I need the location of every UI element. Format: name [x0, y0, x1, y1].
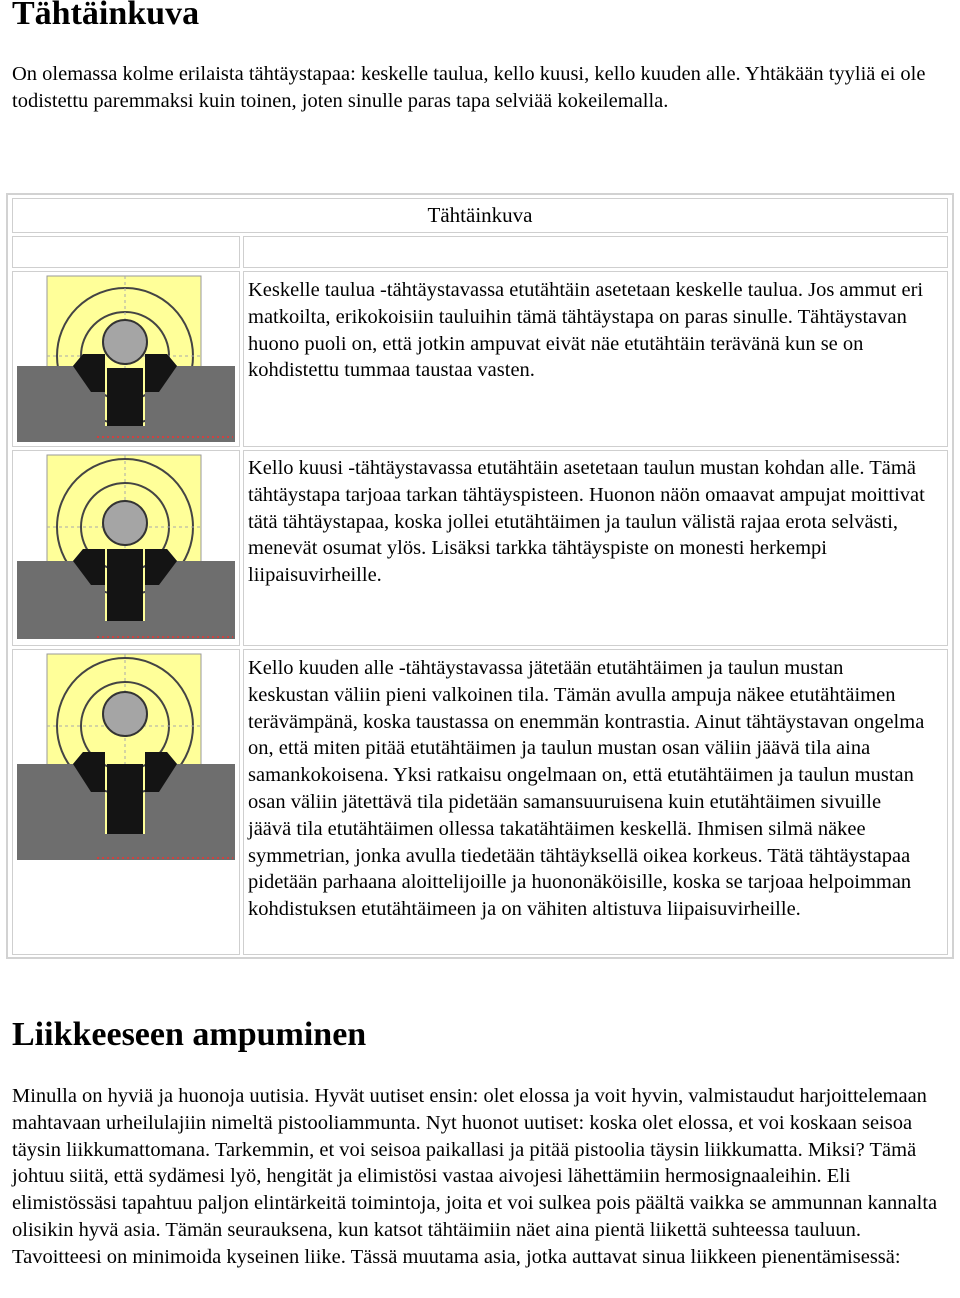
sight-sub-six-description: Kello kuuden alle -tähtäystavassa jätetään etutähtäimen ja taulun mustan keskustan väliin pieni valkoinen tila. Tämän avulla ampuja näkee etutähtäimen terävämpänä, koska taustassa on enemmän kontrastia. Ainut tähtäystavan ongelma on, että miten pitää etutähtäimen ja taulun mustan osan väliin jäävä tila aina samankokoisena. Yksi ratkaisu ongelmaan on, että etutähtäimen ja taulun mustan osan väliin jätettävä tila pidetään samansuuruisena kuin etutähtäimen sivuille jäävä tila etutähtäimen ollessa takatähtäimen keskellä. Ihmisen silmä näkee symmetrian, jonka avulla tiedetään tähtäyksellä oikea korkeus. Tätä tähtäystapaa pidetään parhaana aloittelijoille ja huononäköisille, koska se tarjoaa helpoimman kohdistuksen etutähtäimeen ja on vähiten altistuva liipaisuvirheille. [248, 657, 925, 921]
table-text-cell [243, 271, 948, 447]
sight-six-oclock-description: Kello kuusi -tähtäystavassa etutähtäin asetetaan taulun mustan kohdan alle. Tämä tähtäystapa tarjoaa tarkan tähtäyspisteen. Huonon näön omaavat ampujat moittivat tätä tähtäystapaa, koska jollei etutähtäimen ja taulun välistä rajaa erota selvästi, menevät osumat ylös. Lisäksi tarkka tähtäyspiste on monesti herkempi liipaisuvirheille. [248, 457, 925, 587]
page-heading-sight-picture: Tähtäinkuva [12, 0, 200, 32]
sight-center-description: Keskelle taulua -tähtäystavassa etutähtäin asetetaan keskelle taulua. Jos ammut eri matkoilta, erikokoisiin tauluihin tämä tähtäystapa on paras sinulle. Tähtäystavan huono puoli on, että jotkin ampuvat eivät näe etutähtäin terävänä kun se on kohdistettu tummaa taustaa vasten. [248, 279, 924, 382]
table-title-cell [12, 198, 948, 233]
sight-picture-six-oclock-icon [15, 453, 237, 643]
table-text-cell [243, 450, 948, 646]
table-image-cell [12, 271, 240, 447]
table-spacer-cell-left [12, 236, 240, 268]
table-image-cell [12, 450, 240, 646]
section-heading-movement: Liikkeeseen ampuminen [12, 1016, 367, 1053]
table-title: Tähtäinkuva [427, 203, 533, 227]
sight-picture-center-icon [15, 274, 237, 444]
sight-picture-table [6, 193, 954, 959]
sight-picture-sub-six-icon [15, 652, 237, 864]
table-text-cell [243, 649, 948, 955]
table-spacer-cell-right [243, 236, 948, 268]
intro-paragraph: On olemassa kolme erilaista tähtäystapaa: keskelle taulua, kello kuusi, kello kuuden alle. Yhtäkään tyyliä ei ole todistettu paremmaksi kuin toinen, joten sinulle paras tapa selviää kokeilemalla. [12, 63, 926, 112]
movement-paragraph: Minulla on hyviä ja huonoja uutisia. Hyvät uutiset ensin: olet elossa ja voit hyvin, valmistaudut harjoittelemaan mahtavaan urheilulajiin nimeltä pistooliammunta. Nyt huonot uutiset: koska olet elossa, et voi koskaan seisoa täysin liikkumattomana. Tarkemmin, et voi seisoa paikallasi ja pitää pistoolia täysin liikkumatta. Miksi? Tämä johtuu siitä, että sydämesi lyö, hengität ja elimistösi vastaa aivojesi lähettämiin hermosignaaleihin. Eli elimistössäsi tapahtuu paljon elintärkeitä toimintoja, joita et voi sulkea pois päältä vaikka se ammunnan kannalta olisikin hyvä asia. Tämän seurauksena, kun katsot tähtäimiin näet aina pientä liikettä suhteessa tauluun. Tavoitteesi on minimoida kyseinen liike. Tässä muutama asia, jotka auttavat sinua liikkeen pienentämisessä: [12, 1085, 938, 1268]
table-image-cell [12, 649, 240, 955]
